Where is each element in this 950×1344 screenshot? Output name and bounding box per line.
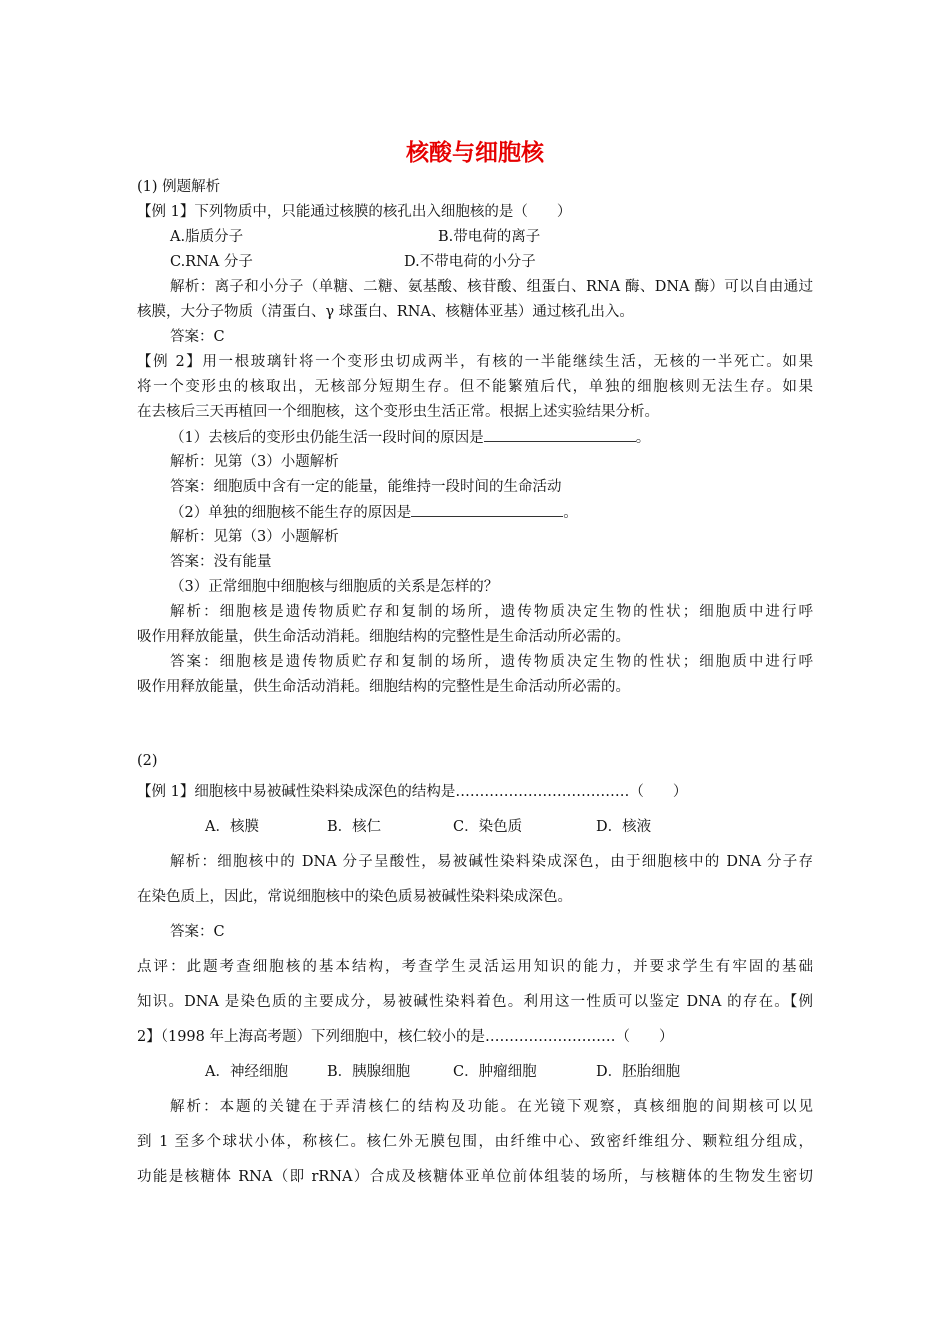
ex2-sub1-answer: 答案：细胞质中含有一定的能量，能维持一段时间的生命活动	[170, 479, 562, 495]
ex2-question-line1: 【例 2】用一根玻璃针将一个变形虫切成两半，有核的一半能继续生活，无核的一半死亡。如果	[137, 354, 813, 370]
ex2-question-line2: 将一个变形虫的核取出，无核部分短期生存。但不能繁殖后代，单独的细胞核则无法生存。如果	[137, 379, 813, 395]
ex2-sub3-analysis-line1: 解析：细胞核是遗传物质贮存和复制的场所，遗传物质决定生物的性状；细胞质中进行呼	[170, 604, 813, 620]
s2-ex1-option-d: D．核液	[596, 819, 652, 835]
ex2-sub2-text: （2）单独的细胞核不能生存的原因是	[170, 505, 412, 521]
s2-ex2-option-d: D．胚胎细胞	[596, 1064, 681, 1080]
s2-ex1-question: 【例 1】细胞核中易被碱性染料染成深色的结构是………………………………（ ）	[137, 784, 688, 800]
ex1-option-c: C.RNA 分子	[170, 254, 253, 270]
ex2-sub1-question	[170, 427, 650, 448]
ex1-analysis-line2: 核膜，大分子物质（清蛋白、γ 球蛋白、RNA、核糖体亚基）通过核孔出入。	[137, 304, 634, 320]
section-2-heading: (2)	[137, 753, 158, 769]
page-title: 核酸与细胞核	[406, 140, 544, 166]
ex2-sub3-answer-line1: 答案：细胞核是遗传物质贮存和复制的场所，遗传物质决定生物的性状；细胞质中进行呼	[170, 654, 813, 670]
ex1-analysis-line1: 解析：离子和小分子（单糖、二糖、氨基酸、核苷酸、组蛋白、RNA 酶、DNA 酶）可以自由通过	[170, 279, 813, 295]
s2-ex2-analysis-line3: 功能是核糖体 RNA（即 rRNA）合成及核糖体亚单位前体组装的场所，与核糖体的生物发生密切	[137, 1169, 813, 1185]
s2-ex2-option-b: B．胰腺细胞	[327, 1064, 411, 1080]
ex1-answer: 答案：C	[170, 329, 225, 345]
s2-ex2-option-a: A．神经细胞	[205, 1064, 288, 1080]
s2-ex1-answer: 答案：C	[170, 924, 225, 940]
ex2-sub1-text: （1）去核后的变形虫仍能生活一段时间的原因是	[170, 430, 484, 446]
s2-ex1-option-a: A．核膜	[205, 819, 259, 835]
ex2-sub3-answer-line2: 吸作用释放能量，供生命活动消耗。细胞结构的完整性是生命活动所必需的。	[137, 679, 630, 695]
ex2-sub1-end: 。	[635, 430, 651, 446]
ex2-sub1-analysis: 解析：见第（3）小题解析	[170, 454, 339, 470]
ex2-sub2-end: 。	[563, 505, 578, 521]
s2-ex2-option-c: C．肿瘤细胞	[453, 1064, 537, 1080]
ex2-sub2-answer: 答案：没有能量	[170, 554, 272, 570]
s2-ex1-option-b: B．核仁	[327, 819, 382, 835]
ex1-option-a: A.脂质分子	[170, 229, 244, 245]
ex2-sub2-analysis: 解析：见第（3）小题解析	[170, 529, 339, 545]
answer-blank	[411, 502, 563, 517]
ex1-option-b: B.带电荷的离子	[438, 229, 541, 245]
s2-ex1-comment-line2: 知识。DNA 是染色质的主要成分，易被碱性染料着色。利用这一性质可以鉴定 DNA 的存在。【例	[137, 994, 813, 1010]
ex2-sub3-analysis-line2: 吸作用释放能量，供生命活动消耗。细胞结构的完整性是生命活动所必需的。	[137, 629, 630, 645]
s2-ex2-question: 2】（1998 年上海高考题）下列细胞中，核仁较小的是………………………（ ）	[137, 1029, 674, 1045]
s2-ex1-option-c: C．染色质	[453, 819, 523, 835]
section-1-heading: (1) 例题解析	[137, 179, 221, 195]
s2-ex2-analysis-line2: 到 1 至多个球状小体，称核仁。核仁外无膜包围，由纤维中心、致密纤维组分、颗粒组分组成，	[137, 1134, 813, 1150]
s2-ex1-comment-line1: 点评：此题考查细胞核的基本结构，考查学生灵活运用知识的能力，并要求学生有牢固的基础	[137, 959, 813, 975]
ex1-question: 【例 1】下列物质中，只能通过核膜的核孔出入细胞核的是（ ）	[137, 204, 572, 220]
s2-ex1-analysis-line1: 解析：细胞核中的 DNA 分子呈酸性，易被碱性染料染成深色，由于细胞核中的 DNA 分子存	[170, 854, 813, 870]
ex1-option-d: D.不带电荷的小分子	[404, 254, 536, 270]
s2-ex1-analysis-line2: 在染色质上，因此，常说细胞核中的染色质易被碱性染料染成深色。	[137, 889, 572, 905]
ex2-sub2-question	[170, 502, 578, 523]
answer-blank	[484, 427, 636, 442]
ex2-question-line3: 在去核后三天再植回一个细胞核，这个变形虫生活正常。根据上述实验结果分析。	[137, 404, 659, 420]
s2-ex2-analysis-line1: 解析：本题的关键在于弄清核仁的结构及功能。在光镜下观察，真核细胞的间期核可以见	[170, 1099, 813, 1115]
ex2-sub3-question: （3）正常细胞中细胞核与细胞质的关系是怎样的？	[170, 579, 499, 595]
